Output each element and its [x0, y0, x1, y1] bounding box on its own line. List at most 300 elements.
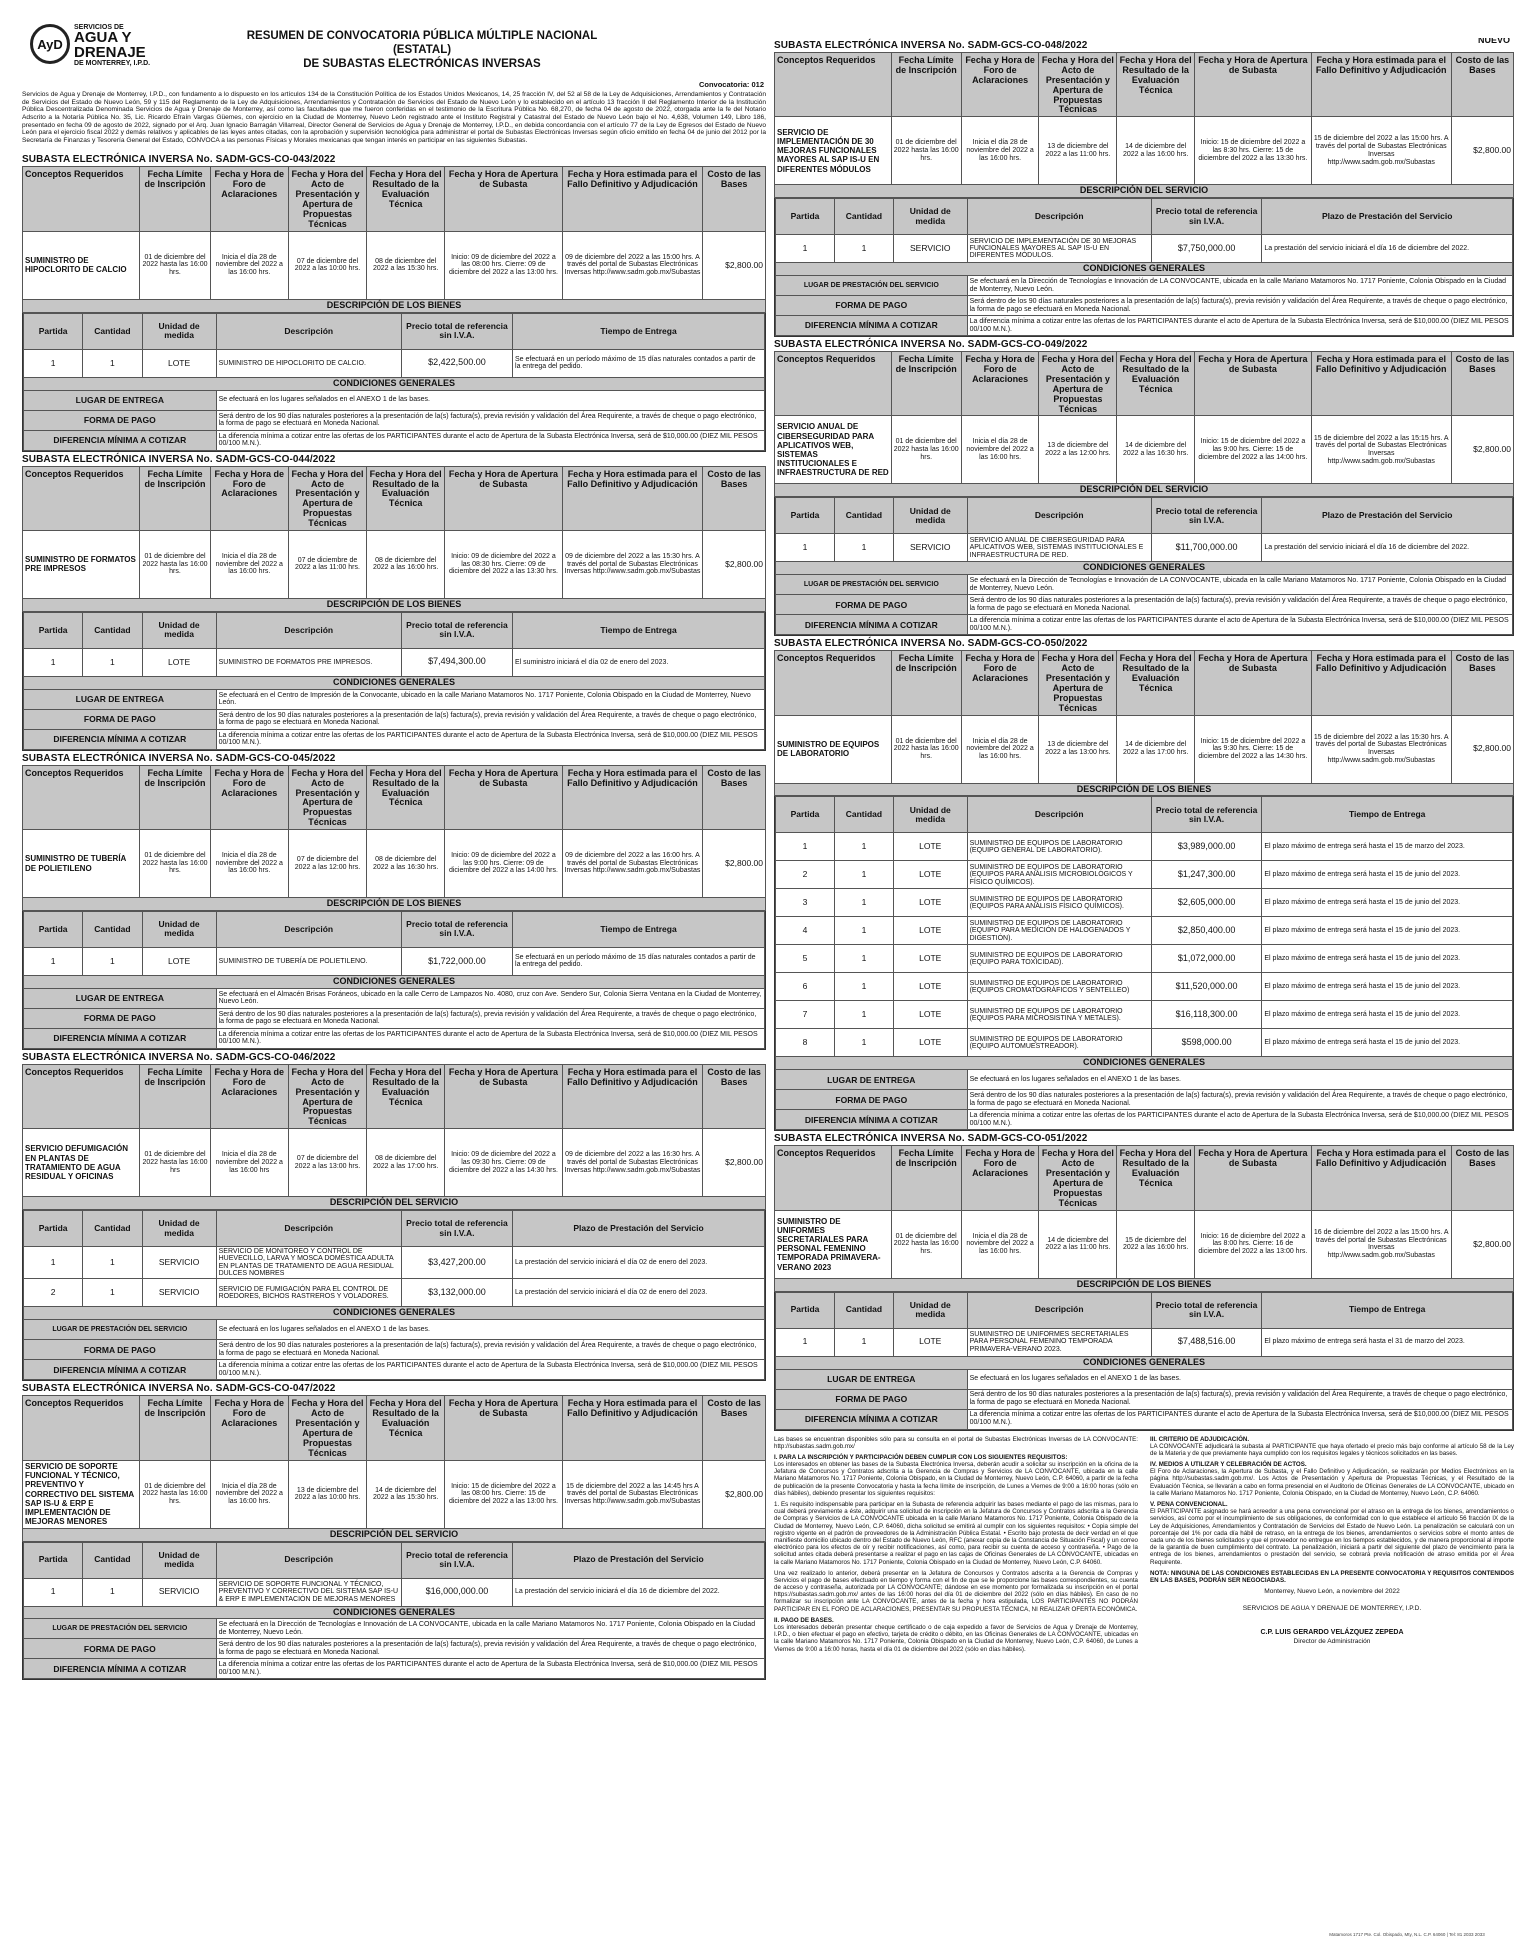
detail-header-cell: Precio total de referencia sin I.V.A.: [401, 612, 512, 648]
auction-table: [22, 166, 766, 451]
terms-paragraph: [1150, 1436, 1514, 1458]
condition-label: DIFERENCIA MÍNIMA A COTIZAR: [776, 316, 968, 336]
descripcion-cell: SUMINISTRO DE EQUIPOS DE LABORATORIO (EQUIPO PARA MEDICIÓN DE HALOGENADOS Y DIGESTIÓN).: [967, 917, 1151, 945]
conditions-bar: [776, 562, 1513, 575]
date-cell: 01 de diciembre del 2022 hasta las 16:00 hrs.: [891, 715, 961, 783]
descripcion-cell: SERVICIO DE SOPORTE FUNCIONAL Y TÉCNICO, PREVENTIVO Y CORRECTIVO DEL SISTEMA SAP IS-U & ERP E IMPLEMENTACIÓN DE MEJORAS MENORES: [216, 1578, 401, 1606]
condition-label: FORMA DE PAGO: [24, 709, 217, 729]
main-header-cell: Costo de las Bases: [1451, 53, 1513, 117]
date-cell: 15 de diciembre del 2022 a las 15:15 hrs. A través del portal de Subastas Electrónicas Inversas http://www.sadm.gob.mx/Subastas: [1311, 416, 1451, 484]
main-data-row: [23, 1460, 766, 1528]
main-header-cell: Conceptos Requeridos: [775, 53, 892, 117]
main-header-cell: Fecha y Hora del Resultado de la Evaluación Técnica: [1117, 1146, 1195, 1210]
main-data-row: [775, 117, 1514, 185]
date-cell: 14 de diciembre del 2022 a las 15:30 hrs.: [367, 1460, 445, 1528]
condition-label: LUGAR DE ENTREGA: [24, 689, 217, 709]
condition-value: Será dentro de los 90 días naturales posteriores a la presentación de la(s) factura(s), previa revisión y validación del Área Requirente, a través de cheque o pago electrónico, la forma de pago se efectuará en Moneda Nacional.: [216, 410, 764, 430]
main-header-cell: Fecha y Hora de Foro de Aclaraciones: [210, 466, 288, 530]
auction-title: SUBASTA ELECTRÓNICA INVERSA No. SADM-GCS-CO-051/2022: [774, 1133, 1088, 1145]
plazo-cell: El plazo máximo de entrega será hasta el 15 de junio del 2023.: [1262, 889, 1513, 917]
detail-header-cell: Partida: [24, 612, 83, 648]
detail-table: [775, 1292, 1513, 1430]
date-cell: 01 de diciembre del 2022 hasta las 16:00 hrs.: [140, 830, 210, 898]
lugar-row: [24, 689, 765, 709]
cantidad-cell: 1: [83, 1247, 142, 1279]
main-header-cell: Fecha y Hora estimada para el Fallo Definitivo y Adjudicación: [562, 1064, 703, 1128]
condition-label: DIFERENCIA MÍNIMA A COTIZAR: [776, 1110, 968, 1130]
condition-value: Será dentro de los 90 días naturales posteriores a la presentación de la(s) factura(s), previa revisión y validación del Área Requirente, a través de cheque o pago electrónico, la forma de pago se efectuará en Moneda Nacional.: [216, 1340, 764, 1360]
conditions-title: CONDICIONES GENERALES: [776, 562, 1513, 575]
auction-title: SUBASTA ELECTRÓNICA INVERSA No. SADM-GCS-CO-043/2022: [22, 154, 336, 166]
description-title: DESCRIPCIÓN DE LOS BIENES: [23, 299, 766, 312]
condition-label: LUGAR DE ENTREGA: [24, 988, 217, 1008]
terms-left: [774, 1436, 1138, 1657]
descripcion-cell: SUMINISTRO DE EQUIPOS DE LABORATORIO (EQUIPOS PARA MICROSISTINA Y METALES).: [967, 1001, 1151, 1029]
auction-title: SUBASTA ELECTRÓNICA INVERSA No. SADM-GCS-CO-050/2022: [774, 638, 1088, 650]
main-data-row: [23, 530, 766, 598]
conditions-bar: [776, 1057, 1513, 1070]
unidad-cell: SERVICIO: [893, 534, 967, 562]
main-data-row: [775, 715, 1514, 783]
detail-row: [776, 917, 1513, 945]
auctions-right: [774, 40, 1514, 1431]
detail-header-row: [776, 1292, 1513, 1328]
partida-cell: 1: [24, 1578, 83, 1606]
condition-label: FORMA DE PAGO: [24, 1340, 217, 1360]
detail-table: [23, 911, 765, 1049]
auction-table: [22, 1395, 766, 1680]
description-bar: [23, 598, 766, 611]
terms-heading: IV. MEDIOS A UTILIZAR Y CELEBRACIÓN DE ACTOS.: [1150, 1461, 1307, 1469]
main-header-cell: Costo de las Bases: [1451, 1146, 1513, 1210]
precio-cell: $11,700,000.00: [1151, 534, 1262, 562]
cantidad-cell: 1: [83, 349, 142, 377]
main-header-cell: Fecha Límite de Inscripción: [140, 1064, 210, 1128]
detail-row: [776, 861, 1513, 889]
main-header-cell: Fecha y Hora de Apertura de Subasta: [1195, 53, 1312, 117]
date-cell: 14 de diciembre del 2022 a las 16:30 hrs.: [1117, 416, 1195, 484]
partida-cell: 1: [776, 1328, 835, 1356]
partida-cell: 7: [776, 1001, 835, 1029]
main-header-cell: Fecha y Hora de Foro de Aclaraciones: [210, 1064, 288, 1128]
auction-block: [22, 454, 766, 751]
description-bar: [23, 1197, 766, 1210]
main-header-row: [23, 466, 766, 530]
main-header-cell: Fecha y Hora del Resultado de la Evaluación Técnica: [367, 1396, 445, 1460]
condition-value: Se efectuará en la Dirección de Tecnologías e Innovación de LA CONVOCANTE, ubicada en la calle Mariano Matamoros No. 1717 Poniente, Colonia Obispado en la Ciudad de Monterrey, Nuevo León.: [967, 575, 1512, 595]
date-cell: 01 de diciembre del 2022 hasta las 16:00 hrs.: [140, 530, 210, 598]
date-cell: 16 de diciembre del 2022 a las 15:00 hrs. A través del portal de Subastas Electrónicas Inversas http://www.sadm.gob.mx/Subastas: [1311, 1210, 1451, 1278]
plazo-cell: El plazo máximo de entrega será hasta el 15 de marzo del 2023.: [1262, 833, 1513, 861]
concept-cell: SERVICIO DE SOPORTE FUNCIONAL Y TÉCNICO, PREVENTIVO Y CORRECTIVO DEL SISTEMA SAP IS-U & ERP E IMPLEMENTACIÓN DE MEJORAS MENORES: [23, 1460, 140, 1528]
cost-cell: $2,800.00: [1451, 416, 1513, 484]
description-title: DESCRIPCIÓN DEL SERVICIO: [23, 1197, 766, 1210]
unidad-cell: LOTE: [893, 917, 967, 945]
condition-label: LUGAR DE PRESTACIÓN DEL SERVICIO: [24, 1619, 217, 1639]
partida-cell: 1: [776, 833, 835, 861]
cantidad-cell: 1: [83, 648, 142, 676]
detail-header-cell: Precio total de referencia sin I.V.A.: [401, 313, 512, 349]
detail-table: [23, 1210, 765, 1380]
detail-header-cell: Unidad de medida: [893, 1292, 967, 1328]
descripcion-cell: SUMINISTRO DE EQUIPOS DE LABORATORIO (EQUIPO GENERAL DE LABORATORIO).: [967, 833, 1151, 861]
main-header-cell: Costo de las Bases: [703, 1396, 766, 1460]
concept-cell: SUMINISTRO DE TUBERÍA DE POLIETILENO: [23, 830, 140, 898]
main-header-cell: Conceptos Requeridos: [775, 1146, 892, 1210]
detail-header-cell: Plazo de Prestación del Servicio: [1262, 498, 1513, 534]
date-cell: 09 de diciembre del 2022 a las 15:30 hrs. A través del portal de Subastas Electrónicas Inversas http://www.sadm.gob.mx/Subastas: [562, 530, 703, 598]
date-cell: 01 de diciembre del 2022 hasta las 16:00 hrs.: [891, 416, 961, 484]
detail-header-cell: Partida: [776, 797, 835, 833]
detail-row: [776, 973, 1513, 1001]
detail-header-row: [776, 199, 1513, 235]
signature-block: Monterrey, Nuevo León, a noviembre del 2022 SERVICIOS DE AGUA Y DRENAJE DE MONTERREY, I.P.D. C.P. LUIS GERARDO VELÁZQUEZ ZEPEDA Director de Administración: [1242, 1588, 1422, 1645]
terms-paragraph: [774, 1501, 1138, 1566]
concept-cell: SERVICIO DE IMPLEMENTACIÓN DE 30 MEJORAS FUNCIONALES MAYORES AL SAP IS-U EN DIFERENTES MÓDULOS: [775, 117, 892, 185]
descripcion-cell: SUMINISTRO DE UNIFORMES SECRETARIALES PARA PERSONAL FEMENINO TEMPORADA PRIMAVERA-VERANO 2023.: [967, 1328, 1151, 1356]
detail-header-cell: Descripción: [967, 199, 1151, 235]
condition-label: LUGAR DE ENTREGA: [776, 1070, 968, 1090]
detail-row: [776, 534, 1513, 562]
auction-title: SUBASTA ELECTRÓNICA INVERSA No. SADM-GCS-CO-047/2022: [22, 1383, 336, 1395]
partida-cell: 6: [776, 973, 835, 1001]
brand-name: SERVICIOS DE AGUA Y DRENAJE DE MONTERREY, I.P.D.: [74, 24, 151, 67]
main-header-cell: Conceptos Requeridos: [23, 466, 140, 530]
auction-table: [22, 1064, 766, 1382]
partida-cell: 2: [24, 1279, 83, 1307]
main-data-row: [23, 231, 766, 299]
date-cell: 01 de diciembre del 2022 hasta las 16:00 hrs.: [140, 231, 210, 299]
detail-header-cell: Plazo de Prestación del Servicio: [513, 1211, 765, 1247]
detail-row: [24, 1578, 765, 1606]
main-header-cell: Fecha y Hora estimada para el Fallo Definitivo y Adjudicación: [562, 167, 703, 231]
cantidad-cell: 1: [834, 1001, 893, 1029]
descripcion-cell: SERVICIO DE IMPLEMENTACIÓN DE 30 MEJORAS FUNCIONALES MAYORES AL SAP IS-U EN DIFERENTES MÓDULOS.: [967, 235, 1151, 263]
description-bar: [775, 783, 1514, 796]
main-data-row: [775, 1210, 1514, 1278]
unidad-cell: LOTE: [893, 833, 967, 861]
detail-header-row: [24, 1211, 765, 1247]
descripcion-cell: SUMINISTRO DE EQUIPOS DE LABORATORIO (EQUIPOS PARA ANÁLISIS FÍSICO QUÍMICOS).: [967, 889, 1151, 917]
condition-value: Se efectuará en la Dirección de Tecnologías e Innovación de LA CONVOCANTE, ubicada en la calle Mariano Matamoros No. 1717 Poniente, Colonia Obispado en la Ciudad de Monterrey, Nuevo León.: [216, 1619, 764, 1639]
precio-cell: $7,750,000.00: [1151, 235, 1262, 263]
page-header: [22, 22, 766, 84]
main-header-cell: Fecha y Hora estimada para el Fallo Definitivo y Adjudicación: [1311, 352, 1451, 416]
main-header-cell: Fecha y Hora estimada para el Fallo Definitivo y Adjudicación: [562, 765, 703, 829]
auction-table: [774, 351, 1514, 636]
terms-heading: V. PENA CONVENCIONAL.: [1150, 1501, 1228, 1508]
detail-header-cell: Partida: [24, 911, 83, 947]
main-header-cell: Fecha Límite de Inscripción: [140, 167, 210, 231]
unidad-cell: SERVICIO: [142, 1578, 216, 1606]
detail-header-cell: Unidad de medida: [142, 1211, 216, 1247]
descripcion-cell: SERVICIO DE FUMIGACIÓN PARA EL CONTROL DE ROEDORES, BICHOS RASTREROS Y VOLADORES.: [216, 1279, 401, 1307]
diferencia-row: [24, 1028, 765, 1048]
unidad-cell: LOTE: [142, 349, 216, 377]
precio-cell: $7,488,516.00: [1151, 1328, 1262, 1356]
condition-value: Se efectuará en la Dirección de Tecnologías e Innovación de LA CONVOCANTE, ubicada en la calle Mariano Matamoros No. 1717 Poniente, Colonia Obispado en la Ciudad de Monterrey, Nuevo León.: [967, 276, 1512, 296]
condition-value: Se efectuará en los lugares señalados en el ANEXO 1 de las bases.: [216, 1320, 764, 1340]
main-header-cell: Fecha y Hora de Apertura de Subasta: [1195, 651, 1312, 715]
main-header-cell: Fecha y Hora de Apertura de Subasta: [445, 765, 562, 829]
cantidad-cell: 1: [834, 235, 893, 263]
main-header-cell: Fecha y Hora de Apertura de Subasta: [1195, 352, 1312, 416]
date-cell: Inicia el día 28 de noviembre del 2022 a las 16:00 hrs.: [961, 416, 1039, 484]
detail-wrapper-row: [775, 198, 1514, 337]
main-header-cell: Costo de las Bases: [1451, 651, 1513, 715]
condition-label: FORMA DE PAGO: [776, 1389, 968, 1409]
date-cell: Inicio: 09 de diciembre del 2022 a las 08:00 hrs. Cierre: 09 de diciembre del 2022 a las 13:00 hrs.: [445, 231, 562, 299]
description-bar: [23, 1528, 766, 1541]
condition-value: Se efectuará en los lugares señalados en el ANEXO 1 de las bases.: [967, 1070, 1512, 1090]
cantidad-cell: 1: [83, 1578, 142, 1606]
date-cell: 14 de diciembre del 2022 a las 11:00 hrs.: [1039, 1210, 1117, 1278]
date-cell: 09 de diciembre del 2022 a las 16:00 hrs. A través del portal de Subastas Electrónicas Inversas http://www.sadm.gob.mx/Subastas: [562, 830, 703, 898]
plazo-cell: El plazo máximo de entrega será hasta el 15 de junio del 2023.: [1262, 861, 1513, 889]
main-header-cell: Conceptos Requeridos: [775, 651, 892, 715]
diferencia-row: [24, 729, 765, 749]
forma-pago-row: [776, 595, 1513, 615]
date-cell: 08 de diciembre del 2022 a las 15:30 hrs.: [367, 231, 445, 299]
partida-cell: 4: [776, 917, 835, 945]
main-header-cell: Fecha y Hora del Resultado de la Evaluación Técnica: [367, 466, 445, 530]
plazo-cell: Se efectuará en un período máximo de 15 días naturales contados a partir de la entrega del pedido.: [513, 947, 765, 975]
cantidad-cell: 1: [834, 833, 893, 861]
condition-value: Será dentro de los 90 días naturales posteriores a la presentación de la(s) factura(s), previa revisión y validación del Área Requirente, a través de cheque o pago electrónico, la forma de pago se efectuará en Moneda Nacional.: [967, 296, 1512, 316]
detail-header-row: [24, 1542, 765, 1578]
detail-header-cell: Unidad de medida: [893, 498, 967, 534]
partida-cell: 2: [776, 861, 835, 889]
main-header-cell: Fecha Límite de Inscripción: [891, 651, 961, 715]
condition-value: La diferencia mínima a cotizar entre las ofertas de los PARTICIPANTES durante el acto de Apertura de la Subasta Electrónica Inversa, será de $10,000.00 (DIEZ MIL PESOS 00/100 M.N.).: [216, 430, 764, 450]
date-cell: Inicio: 09 de diciembre del 2022 a las 09:30 hrs. Cierre: 09 de diciembre del 2022 a las 14:30 hrs.: [445, 1129, 562, 1197]
terms-paragraph: [774, 1454, 1138, 1497]
precio-cell: $7,494,300.00: [401, 648, 512, 676]
unidad-cell: SERVICIO: [142, 1279, 216, 1307]
condition-value: La diferencia mínima a cotizar entre las ofertas de los PARTICIPANTES durante el acto de Apertura de la Subasta Electrónica Inversa, será de $10,000.00 (DIEZ MIL PESOS 00/100 M.N.).: [967, 316, 1512, 336]
terms-paragraph: [1150, 1501, 1514, 1566]
detail-table: [775, 796, 1513, 1130]
convocatoria-number: Convocatoria: 012: [698, 80, 764, 89]
detail-header-cell: Cantidad: [83, 911, 142, 947]
detail-header-cell: Unidad de medida: [142, 1542, 216, 1578]
cost-cell: $2,800.00: [1451, 117, 1513, 185]
main-header-cell: Costo de las Bases: [1451, 352, 1513, 416]
main-header-row: [23, 765, 766, 829]
detail-header-cell: Partida: [24, 313, 83, 349]
detail-header-cell: Unidad de medida: [142, 612, 216, 648]
detail-header-cell: Unidad de medida: [142, 911, 216, 947]
precio-cell: $16,118,300.00: [1151, 1001, 1262, 1029]
description-title: DESCRIPCIÓN DE LOS BIENES: [23, 598, 766, 611]
main-header-row: [775, 53, 1514, 117]
detail-header-cell: Precio total de referencia sin I.V.A.: [401, 1542, 512, 1578]
detail-header-cell: Cantidad: [83, 1542, 142, 1578]
condition-label: FORMA DE PAGO: [24, 1639, 217, 1659]
agua-drenaje-logo-icon: AyD: [30, 24, 70, 64]
plazo-cell: El plazo máximo de entrega será hasta el 15 de junio del 2023.: [1262, 1001, 1513, 1029]
detail-header-row: [776, 797, 1513, 833]
detail-header-cell: Descripción: [216, 313, 401, 349]
cost-cell: $2,800.00: [703, 1129, 766, 1197]
diferencia-row: [776, 1409, 1513, 1429]
partida-cell: 1: [776, 534, 835, 562]
main-header-cell: Fecha Límite de Inscripción: [891, 53, 961, 117]
detail-header-cell: Cantidad: [834, 1292, 893, 1328]
date-cell: 15 de diciembre del 2022 a las 15:00 hrs. A través del portal de Subastas Electrónicas Inversas http://www.sadm.gob.mx/Subastas: [1311, 117, 1451, 185]
left-column: [22, 22, 766, 1937]
terms-text: Los interesados en obtener las bases de la Subasta Electrónica Inversa, deberán acudir a solicitar su inscripción en la oficina de la Jefatura de Concursos y Contratos adscrita a la Gerencia de Compras y Servicios de LA CONVOCANTE, ubicada en la calle Mariano Matamoros No. 1717 Poniente, Colonia Obispado, en la Ciudad de Monterrey, Nuevo León, C.P. 64060, a partir de la fecha de publicación de la presente Convocatoria y hasta la fecha límite de inscripción, de Lunes a Viernes de 9:00 a 16:00 horas (sólo en días hábiles), debiendo presentar los siguientes requisitos:: [774, 1461, 1138, 1497]
condition-label: DIFERENCIA MÍNIMA A COTIZAR: [24, 729, 217, 749]
date-cell: 15 de diciembre del 2022 a las 14:45 hrs A través del portal de Subastas Electrónicas Inversas http://www.sadm.gob.mx/Subastas: [562, 1460, 703, 1528]
forma-pago-row: [24, 709, 765, 729]
description-bar: [775, 1278, 1514, 1291]
date-cell: Inicia el día 28 de noviembre del 2022 a las 16:00 hrs.: [961, 1210, 1039, 1278]
forma-pago-row: [24, 410, 765, 430]
auction-block: [22, 1383, 766, 1680]
terms-heading: I. PARA LA INSCRIPCIÓN Y PARTICIPACIÓN DEBEN CUMPLIR CON LOS SIGUIENTES REQUISITOS:: [774, 1453, 1068, 1461]
date-cell: 15 de diciembre del 2022 a las 16:00 hrs.: [1117, 1210, 1195, 1278]
main-header-cell: Fecha y Hora del Acto de Presentación y Apertura de Propuestas Técnicas: [288, 1064, 366, 1128]
date-cell: 08 de diciembre del 2022 a las 16:00 hrs.: [367, 530, 445, 598]
description-title: DESCRIPCIÓN DEL SERVICIO: [775, 185, 1514, 198]
conditions-bar: [776, 263, 1513, 276]
date-cell: Inicia el día 28 de noviembre del 2022 a las 16:00 hrs.: [210, 1460, 288, 1528]
date-cell: 14 de diciembre del 2022 a las 16:00 hrs.: [1117, 117, 1195, 185]
condition-value: La diferencia mínima a cotizar entre las ofertas de los PARTICIPANTES durante el acto de Apertura de la Subasta Electrónica Inversa, será de $10,000.00 (DIEZ MIL PESOS 00/100 M.N.).: [967, 615, 1512, 635]
cost-cell: $2,800.00: [1451, 1210, 1513, 1278]
condition-label: LUGAR DE ENTREGA: [24, 390, 217, 410]
detail-table: [775, 198, 1513, 336]
condition-label: DIFERENCIA MÍNIMA A COTIZAR: [24, 1360, 217, 1380]
main-header-cell: Fecha y Hora estimada para el Fallo Definitivo y Adjudicación: [1311, 53, 1451, 117]
terms-text: Los interesados deberán presentar cheque certificado o de caja expedido a favor de Servicios de Agua y Drenaje de Monterrey, I.P.D., o bien efectuar el pago en efectivo, tarjeta de crédito o débito, en las Oficinas Generales de LA CONVOCANTE, ubicadas en la calle Mariano Matamoros No. 1717 Poniente, Colonia Obispado en la Ciudad de Monterrey, Nuevo León, C.P. 64060, de Lunes a Viernes de 9:00 a 16:00 horas, hasta el día 01 de diciembre del 2022 (sólo en días hábiles).: [774, 1624, 1138, 1653]
detail-header-cell: Unidad de medida: [893, 797, 967, 833]
main-header-cell: Costo de las Bases: [703, 167, 766, 231]
terms-paragraph: [1150, 1570, 1514, 1584]
date-cell: 08 de diciembre del 2022 a las 17:00 hrs.: [367, 1129, 445, 1197]
detail-row: [776, 1001, 1513, 1029]
auction-title: SUBASTA ELECTRÓNICA INVERSA No. SADM-GCS-CO-049/2022: [774, 339, 1088, 351]
main-header-cell: Conceptos Requeridos: [775, 352, 892, 416]
main-header-cell: Fecha y Hora de Foro de Aclaraciones: [210, 167, 288, 231]
cantidad-cell: 1: [83, 947, 142, 975]
concept-cell: SUMINISTRO DE HIPOCLORITO DE CALCIO: [23, 231, 140, 299]
auction-table: [774, 52, 1514, 337]
diferencia-row: [24, 1360, 765, 1380]
lugar-row: [24, 988, 765, 1008]
precio-cell: $1,722,000.00: [401, 947, 512, 975]
date-cell: Inicia el día 28 de noviembre del 2022 a las 16:00 hrs.: [210, 530, 288, 598]
detail-row: [24, 648, 765, 676]
terms-heading: III. CRITERIO DE ADJUDICACIÓN.: [1150, 1435, 1250, 1443]
date-cell: Inicia el día 28 de noviembre del 2022 a las 16:00 hrs: [210, 1129, 288, 1197]
date-cell: 07 de diciembre del 2022 a las 12:00 hrs.: [288, 830, 366, 898]
detail-header-cell: Descripción: [967, 1292, 1151, 1328]
unidad-cell: LOTE: [142, 947, 216, 975]
detail-header-cell: Cantidad: [83, 612, 142, 648]
condition-value: La diferencia mínima a cotizar entre las ofertas de los PARTICIPANTES durante el acto de Apertura de la Subasta Electrónica Inversa, será de $10,000.00 (DIEZ MIL PESOS 00/100 M.N.).: [967, 1110, 1512, 1130]
detail-table: [775, 497, 1513, 635]
detail-wrapper-row: [23, 312, 766, 451]
unidad-cell: LOTE: [893, 945, 967, 973]
conditions-title: CONDICIONES GENERALES: [776, 1356, 1513, 1369]
date-cell: Inicia el día 28 de noviembre del 2022 a las 16:00 hrs.: [210, 830, 288, 898]
partida-cell: 1: [24, 947, 83, 975]
condition-value: Se efectuará en el Almacén Brisas Foráneos, ubicado en la calle Cerro de Lampazos No. 4080, cruz con Ave. Sendero Sur, Colonia Sierra Ventana en la Ciudad de Monterrey, Nuevo León.: [216, 988, 764, 1008]
main-header-cell: Fecha y Hora estimada para el Fallo Definitivo y Adjudicación: [1311, 651, 1451, 715]
description-bar: [775, 484, 1514, 497]
concept-cell: SERVICIO DEFUMIGACIÓN EN PLANTAS DE TRATAMIENTO DE AGUA RESIDUAL Y OFICINAS: [23, 1129, 140, 1197]
forma-pago-row: [24, 1340, 765, 1360]
auctions-left: [22, 154, 766, 1680]
descripcion-cell: SUMINISTRO DE EQUIPOS DE LABORATORIO (EQUIPO AUTOMUESTREADOR).: [967, 1029, 1151, 1057]
main-header-cell: Fecha Límite de Inscripción: [140, 466, 210, 530]
auction-title: SUBASTA ELECTRÓNICA INVERSA No. SADM-GCS-CO-048/2022: [774, 40, 1088, 51]
right-column: [774, 38, 1514, 1937]
detail-header-row: [776, 498, 1513, 534]
descripcion-cell: SUMINISTRO DE HIPOCLORITO DE CALCIO.: [216, 349, 401, 377]
detail-header-row: [24, 612, 765, 648]
description-title: DESCRIPCIÓN DEL SERVICIO: [23, 1528, 766, 1541]
detail-header-cell: Tiempo de Entrega: [513, 911, 765, 947]
date-cell: 07 de diciembre del 2022 a las 10:00 hrs.: [288, 231, 366, 299]
precio-cell: $16,000,000.00: [401, 1578, 512, 1606]
detail-header-cell: Tiempo de Entrega: [513, 612, 765, 648]
cantidad-cell: 1: [834, 889, 893, 917]
descripcion-cell: SUMINISTRO DE EQUIPOS DE LABORATORIO (EQUIPOS PARA ANÁLISIS MICROBIOLÓGICOS Y FÍSICO QUÍMICOS).: [967, 861, 1151, 889]
condition-value: Se efectuará en el Centro de Impresión de la Convocante, ubicado en la calle Mariano Matamoros No. 1717 Poniente, Colonia Obispado en la Ciudad de Monterrey, Nuevo León.: [216, 689, 764, 709]
diferencia-row: [24, 430, 765, 450]
detail-header-cell: Descripción: [216, 911, 401, 947]
terms-right: [1150, 1436, 1514, 1657]
main-header-cell: Fecha y Hora de Foro de Aclaraciones: [961, 651, 1039, 715]
date-cell: 14 de diciembre del 2022 a las 17:00 hrs.: [1117, 715, 1195, 783]
descripcion-cell: SERVICIO ANUAL DE CIBERSEGURIDAD PARA APLICATIVOS WEB, SISTEMAS INSTITUCIONALES E INFRAESTRUCTURA DE RED.: [967, 534, 1151, 562]
detail-row: [24, 1247, 765, 1279]
plazo-cell: La prestación del servicio iniciará el día 16 de diciembre del 2022.: [1262, 534, 1513, 562]
date-cell: Inicia el día 28 de noviembre del 2022 a las 16:00 hrs.: [210, 231, 288, 299]
plazo-cell: Se efectuará en un período máximo de 15 días naturales contados a partir de la entrega del pedido.: [513, 349, 765, 377]
description-title: DESCRIPCIÓN DE LOS BIENES: [775, 1278, 1514, 1291]
main-header-cell: Fecha y Hora del Resultado de la Evaluación Técnica: [1117, 352, 1195, 416]
descripcion-cell: SUMINISTRO DE EQUIPOS DE LABORATORIO (EQUIPO PARA TOXICIDAD).: [967, 945, 1151, 973]
main-header-cell: Fecha Límite de Inscripción: [891, 352, 961, 416]
plazo-cell: La prestación del servicio iniciará el día 02 de enero del 2023.: [513, 1247, 765, 1279]
lugar-row: [24, 1619, 765, 1639]
detail-row: [776, 833, 1513, 861]
concept-cell: SUMINISTRO DE FORMATOS PRE IMPRESOS: [23, 530, 140, 598]
terms-text: El Foro de Aclaraciones, la Apertura de Subasta, y el Fallo Definitivo y Adjudicación, se realizarán por Medios Electrónicos en la página http://subastas.sadm.gob.mx/. Los Actos de Presentación y Apertura de Propuestas Técnicas, y el Resultado de la Evaluación Técnica, se llevarán a cabo en forma presencial en el Auditorio de Oficinas Generales de LA CONVOCANTE, ubicado en la calle Mariano Matamoros No. 1717 Poniente, Colonia Obispado, en la Ciudad de Monterrey, Nuevo León, C.P. 64060.: [1150, 1468, 1514, 1497]
main-header-row: [23, 167, 766, 231]
precio-cell: $2,422,500.00: [401, 349, 512, 377]
date-cell: 13 de diciembre del 2022 a las 11:00 hrs.: [1039, 117, 1117, 185]
auction-title: SUBASTA ELECTRÓNICA INVERSA No. SADM-GCS-CO-046/2022: [22, 1051, 336, 1063]
detail-header-cell: Plazo de Prestación del Servicio: [513, 1542, 765, 1578]
conditions-bar: [24, 1606, 765, 1619]
unidad-cell: LOTE: [893, 1029, 967, 1057]
cantidad-cell: 1: [834, 861, 893, 889]
detail-header-cell: Cantidad: [834, 498, 893, 534]
condition-value: Será dentro de los 90 días naturales posteriores a la presentación de la(s) factura(s), previa revisión y validación del Área Requirente, a través de cheque o pago electrónico, la forma de pago se efectuará en Moneda Nacional.: [967, 1389, 1512, 1409]
main-header-row: [775, 352, 1514, 416]
main-header-cell: Fecha y Hora del Resultado de la Evaluación Técnica: [1117, 53, 1195, 117]
precio-cell: $11,520,000.00: [1151, 973, 1262, 1001]
detail-wrapper-row: [23, 611, 766, 750]
precio-cell: $3,989,000.00: [1151, 833, 1262, 861]
main-header-row: [23, 1396, 766, 1460]
partida-cell: 1: [24, 349, 83, 377]
